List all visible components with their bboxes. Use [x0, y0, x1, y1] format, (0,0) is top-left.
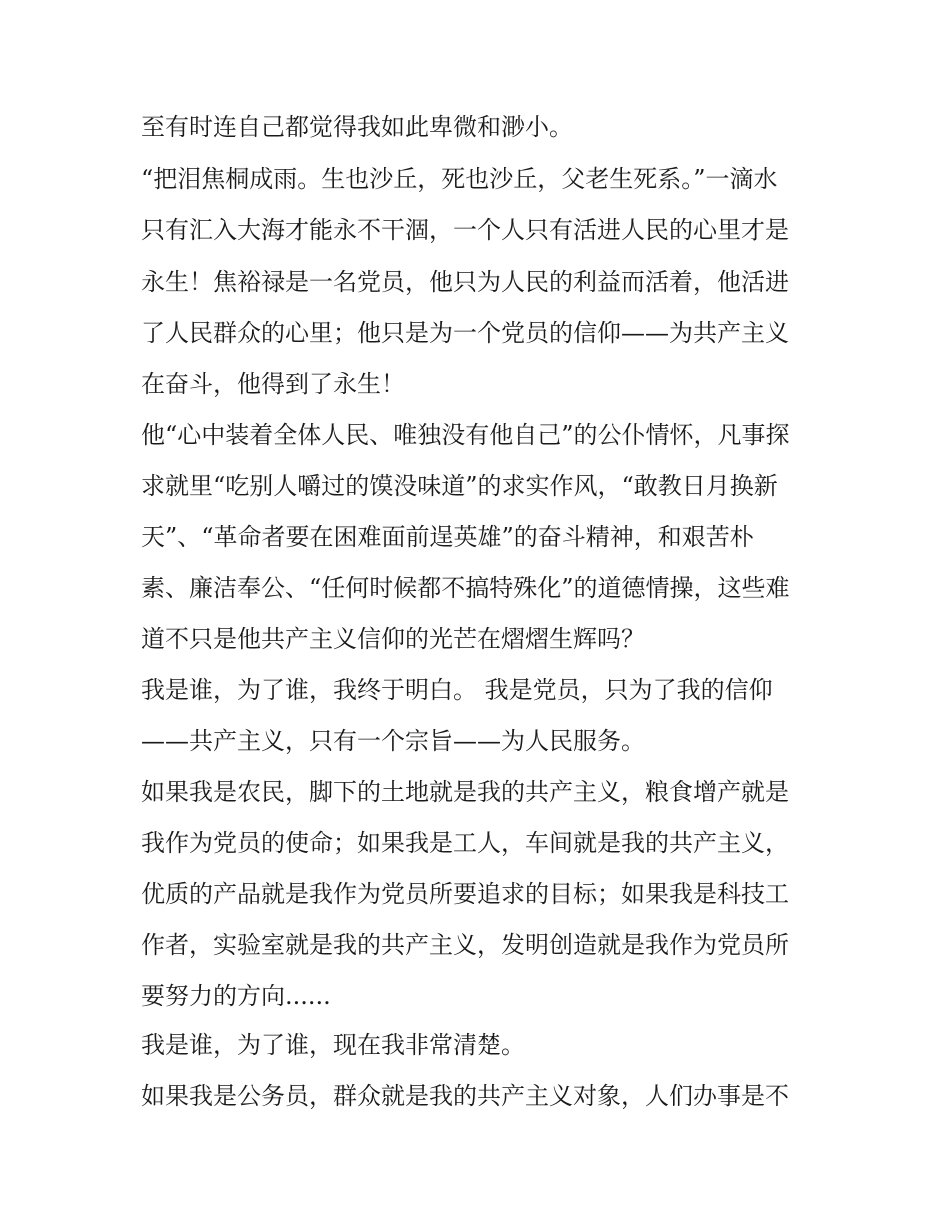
text-line: “把泪焦桐成雨。生也沙丘，死也沙丘，父老生死系。”一滴水	[141, 165, 778, 193]
text-line: 要努力的方向......	[141, 982, 331, 1010]
text-line: 我是谁，为了谁，我终于明白。 我是党员，只为了我的信仰	[141, 676, 773, 704]
text-line: 至有时连自己都觉得我如此卑微和渺小。	[141, 113, 573, 141]
text-line: 求就里“吃别人嚼过的馍没味道”的求实作风，“敢教日月换新	[141, 472, 778, 500]
text-line: 我是谁，为了谁，现在我非常清楚。	[141, 1031, 525, 1059]
text-line: 天”、“革命者要在困难面前逞英雄”的奋斗精神，和艰苦朴	[141, 523, 754, 551]
text-line: 素、廉洁奉公、“任何时候都不搞特殊化”的道德情操，这些难	[141, 574, 790, 602]
text-line: 道不只是他共产主义信仰的光芒在熠熠生辉吗？	[141, 625, 645, 653]
text-line: 我作为党员的使命；如果我是工人，车间就是我的共产主义，	[141, 829, 789, 857]
text-line: 了人民群众的心里；他只是为一个党员的信仰——为共产主义	[141, 319, 789, 347]
text-line: ——共产主义，只有一个宗旨——为人民服务。	[141, 727, 645, 755]
text-line: 优质的产品就是我作为党员所要追求的目标；如果我是科技工	[141, 880, 789, 908]
text-line: 在奋斗，他得到了永生！	[141, 370, 405, 398]
text-line: 如果我是农民，脚下的土地就是我的共产主义，粮食增产就是	[141, 778, 789, 806]
text-line: 永生！焦裕禄是一名党员，他只为人民的利益而活着，他活进	[141, 268, 789, 296]
text-line: 只有汇入大海才能永不干涸，一个人只有活进人民的心里才是	[141, 216, 789, 244]
text-line: 他“心中装着全体人民、唯独没有他自己”的公仆情怀，凡事探	[141, 421, 790, 449]
text-line: 如果我是公务员，群众就是我的共产主义对象，人们办事是不	[141, 1082, 789, 1110]
text-line: 作者，实验室就是我的共产主义，发明创造就是我作为党员所	[141, 931, 789, 959]
